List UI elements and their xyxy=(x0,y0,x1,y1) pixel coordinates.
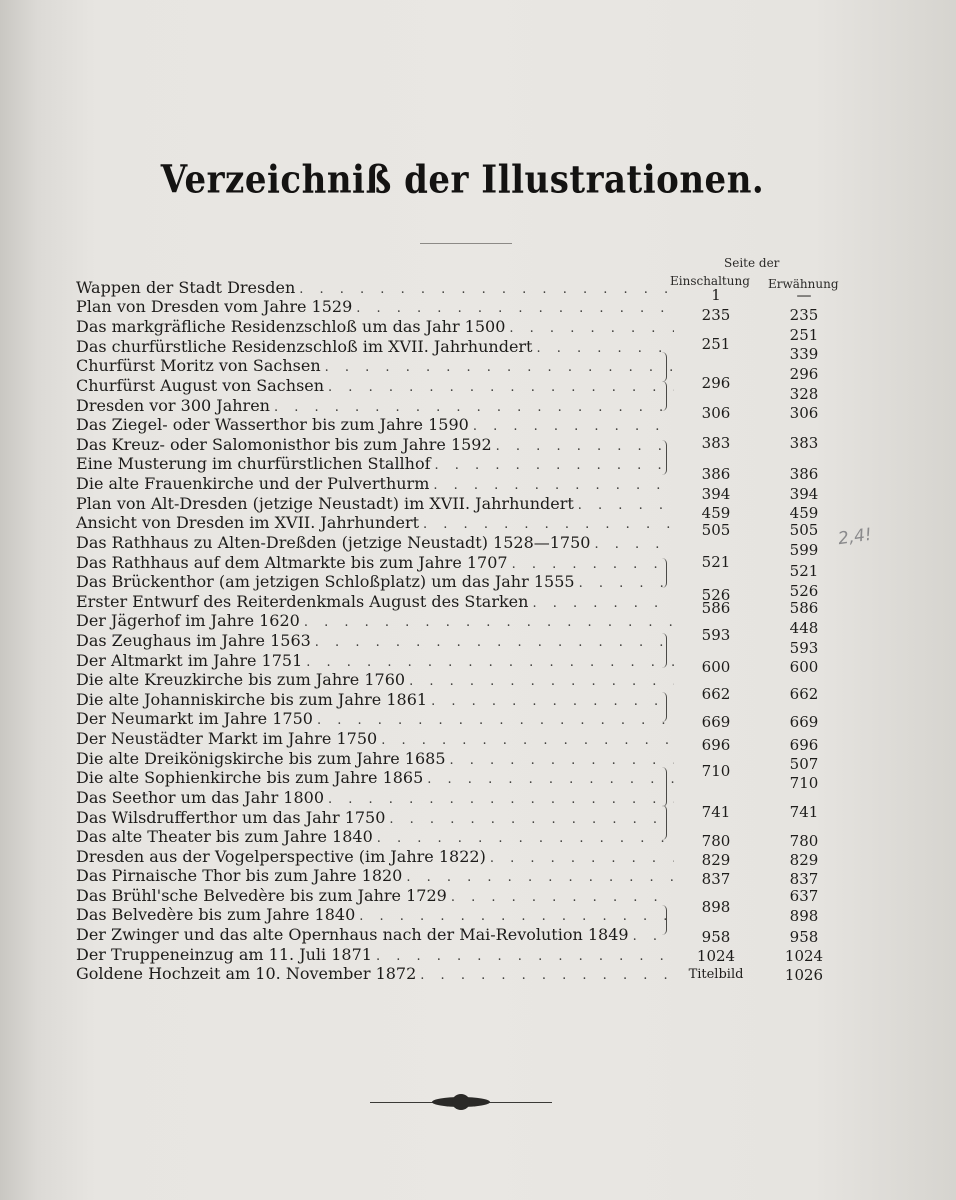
brace-mark xyxy=(660,805,667,840)
brace-mark xyxy=(660,440,667,475)
dot-leader xyxy=(377,829,674,849)
list-item xyxy=(76,415,674,435)
page-erwaehnung: 586 xyxy=(789,599,819,617)
dot-leader xyxy=(420,966,674,986)
list-item xyxy=(76,533,674,553)
page-erwaehnung: 505 xyxy=(789,521,819,539)
list-item xyxy=(76,925,674,945)
entry-title: Der Altmarkt im Jahre 1751 xyxy=(76,651,303,670)
list-item xyxy=(76,788,674,808)
page-erwaehnung: 386 xyxy=(789,465,819,483)
page-einschaltung: 1 xyxy=(711,286,721,304)
page-einschaltung: 593 xyxy=(701,626,731,644)
dot-leader xyxy=(325,358,674,378)
page-einschaltung: 600 xyxy=(701,658,731,676)
entry-title: Ansicht von Dresden im XVII. Jahrhundert xyxy=(76,513,420,532)
page-einschaltung: 696 xyxy=(701,736,731,754)
page-erwaehnung: 1024 xyxy=(784,947,824,965)
entry-title: Plan von Alt-Dresden (jetzige Neustadt) im XVII. Jahrhundert xyxy=(76,494,574,513)
page-einschaltung: 837 xyxy=(701,870,731,888)
entry-title: Churfürst Moritz von Sachsen xyxy=(76,356,321,375)
list-item xyxy=(76,847,674,867)
dot-leader xyxy=(433,476,674,496)
page-einschaltung: 306 xyxy=(701,404,731,422)
page-erwaehnung: 526 xyxy=(789,582,819,600)
page-einschaltung: 710 xyxy=(701,762,731,780)
brace-mark xyxy=(660,692,667,722)
dot-leader xyxy=(594,535,674,555)
entry-title: Goldene Hochzeit am 10. November 1872 xyxy=(76,964,417,983)
dot-leader xyxy=(356,299,674,319)
brace-mark xyxy=(660,381,667,411)
page-einschaltung: Titelbild xyxy=(688,967,744,982)
entry-title: Das Belvedère bis zum Jahre 1840 xyxy=(76,905,356,924)
page-einschaltung: 383 xyxy=(701,434,731,452)
list-item xyxy=(76,592,674,612)
page-einschaltung: 662 xyxy=(701,685,731,703)
page-erwaehnung: 898 xyxy=(789,907,819,925)
page-einschaltung: 1024 xyxy=(696,947,736,965)
dot-leader xyxy=(328,790,674,810)
dot-leader xyxy=(315,633,674,653)
page-erwaehnung: 837 xyxy=(789,870,819,888)
entry-title: Die alte Johanniskirche bis zum Jahre 1861 xyxy=(76,690,428,709)
entry-title: Der Truppeneinzug am 11. Juli 1871 xyxy=(76,945,372,964)
page-erwaehnung: 958 xyxy=(789,928,819,946)
page-erwaehnung: 696 xyxy=(789,736,819,754)
entry-title: Das markgräfliche Residenzschloß um das Jahr 1500 xyxy=(76,317,506,336)
brace-mark xyxy=(660,558,667,588)
entry-title: Die alte Dreikönigskirche bis zum Jahre 1685 xyxy=(76,749,446,768)
entry-title: Das Kreuz- oder Salomonisthor bis zum Jahre 1592 xyxy=(76,435,492,454)
page-erwaehnung: 296 xyxy=(789,365,819,383)
page-einschaltung: 958 xyxy=(701,928,731,946)
page-erwaehnung: 235 xyxy=(789,306,819,324)
page-erwaehnung: 599 xyxy=(789,541,819,559)
page-einschaltung: 521 xyxy=(701,553,731,571)
list-item xyxy=(76,690,674,710)
page-erwaehnung: 394 xyxy=(789,485,819,503)
entry-title: Erster Entwurf des Reiterdenkmals August des Starken xyxy=(76,592,529,611)
page-einschaltung: 526 xyxy=(701,586,731,604)
dot-leader xyxy=(381,731,674,751)
entry-title: Das Rathhaus zu Alten-Dreßden (jetzige Neustadt) 1528—1750 xyxy=(76,533,591,552)
dot-leader xyxy=(317,711,674,731)
page-erwaehnung: 662 xyxy=(789,685,819,703)
header-seite-der: Seite der xyxy=(724,256,780,270)
page-einschaltung: 829 xyxy=(701,851,731,869)
entry-title: Das churfürstliche Residenzschloß im XVII. Jahrhundert xyxy=(76,337,533,356)
list-item xyxy=(76,435,674,455)
page-einschaltung: 898 xyxy=(701,898,731,916)
end-ornament xyxy=(370,1096,552,1110)
dot-leader xyxy=(473,417,674,437)
list-item xyxy=(76,297,674,317)
dot-leader xyxy=(304,613,674,633)
dot-leader xyxy=(359,907,674,927)
list-item xyxy=(76,474,674,494)
page-erwaehnung: 593 xyxy=(789,639,819,657)
list-item xyxy=(76,749,674,769)
entry-title: Die alte Kreuzkirche bis zum Jahre 1760 xyxy=(76,670,406,689)
page-einschaltung: 505 xyxy=(701,521,731,539)
list-item xyxy=(76,651,674,671)
entry-title: Das Ziegel- oder Wasserthor bis zum Jahre 1590 xyxy=(76,415,469,434)
page-erwaehnung: 306 xyxy=(789,404,819,422)
brace-mark xyxy=(660,767,667,807)
list-item xyxy=(76,317,674,337)
list-item xyxy=(76,356,674,376)
dot-leader xyxy=(633,927,674,947)
dot-leader xyxy=(509,319,674,339)
list-item xyxy=(76,278,674,298)
page-erwaehnung: — xyxy=(796,286,812,304)
header-erwaehnung: Erwähnung xyxy=(768,277,839,291)
list-item xyxy=(76,513,674,533)
list-item xyxy=(76,494,674,514)
list-item xyxy=(76,670,674,690)
page-erwaehnung: 741 xyxy=(789,803,819,821)
entry-title: Das Pirnaische Thor bis zum Jahre 1820 xyxy=(76,866,403,885)
entry-title: Dresden aus der Vogelperspective (im Jahre 1822) xyxy=(76,847,486,866)
dot-leader xyxy=(423,515,674,535)
page-erwaehnung: 328 xyxy=(789,385,819,403)
page-erwaehnung: 669 xyxy=(789,713,819,731)
dot-leader xyxy=(328,378,674,398)
list-item xyxy=(76,611,674,631)
entry-title: Die alte Sophienkirche bis zum Jahre 1865 xyxy=(76,768,424,787)
list-item xyxy=(76,631,674,651)
list-item xyxy=(76,808,674,828)
list-item xyxy=(76,827,674,847)
title-rule xyxy=(420,243,512,244)
page-erwaehnung: 710 xyxy=(789,774,819,792)
page-erwaehnung: 829 xyxy=(789,851,819,869)
dot-leader xyxy=(409,672,674,692)
list-item xyxy=(76,866,674,886)
page-erwaehnung: 448 xyxy=(789,619,819,637)
list-item xyxy=(76,337,674,357)
list-item xyxy=(76,886,674,906)
pencil-annotation: 2,4! xyxy=(836,524,874,550)
page-einschaltung: 586 xyxy=(701,599,731,617)
dot-leader xyxy=(435,456,674,476)
entry-title: Das Brühl'sche Belvedère bis zum Jahre 1729 xyxy=(76,886,447,905)
list-item xyxy=(76,376,674,396)
page-erwaehnung: 251 xyxy=(789,326,819,344)
entry-title: Der Zwinger und das alte Opernhaus nach der Mai-Revolution 1849 xyxy=(76,925,629,944)
page-einschaltung: 741 xyxy=(701,803,731,821)
entry-title: Die alte Frauenkirche und der Pulverthurm xyxy=(76,474,430,493)
page-erwaehnung: 507 xyxy=(789,755,819,773)
entry-title: Das Wilsdrufferthor um das Jahr 1750 xyxy=(76,808,386,827)
entry-title: Das Brückenthor (am jetzigen Schloßplatz) um das Jahr 1555 xyxy=(76,572,575,591)
entry-title: Das Zeughaus im Jahre 1563 xyxy=(76,631,311,650)
dot-leader xyxy=(427,770,674,790)
entry-title: Churfürst August von Sachsen xyxy=(76,376,325,395)
page-title: Verzeichniß der Illustrationen. xyxy=(160,157,765,203)
list-item xyxy=(76,572,674,592)
dot-leader xyxy=(406,868,674,888)
page-einschaltung: 780 xyxy=(701,832,731,850)
page-einschaltung: 459 xyxy=(701,504,731,522)
entry-title: Plan von Dresden vom Jahre 1529 xyxy=(76,297,353,316)
page-erwaehnung: 383 xyxy=(789,434,819,452)
list-item xyxy=(76,709,674,729)
entry-title: Der Jägerhof im Jahre 1620 xyxy=(76,611,300,630)
header-einschaltung: Einschaltung xyxy=(670,274,750,288)
entry-title: Das Seethor um das Jahr 1800 xyxy=(76,788,325,807)
list-item xyxy=(76,553,674,573)
entry-title: Der Neustädter Markt im Jahre 1750 xyxy=(76,729,378,748)
entry-title: Das Rathhaus auf dem Altmarkte bis zum Jahre 1707 xyxy=(76,553,508,572)
brace-mark xyxy=(660,905,667,935)
brace-mark xyxy=(660,352,667,382)
page-einschaltung: 296 xyxy=(701,374,731,392)
entry-title: Dresden vor 300 Jahren xyxy=(76,396,270,415)
page-erwaehnung: 780 xyxy=(789,832,819,850)
page-erwaehnung: 1026 xyxy=(784,966,824,984)
entry-title: Wappen der Stadt Dresden xyxy=(76,278,296,297)
entry-title: Der Neumarkt im Jahre 1750 xyxy=(76,709,313,728)
list-item xyxy=(76,905,674,925)
page-erwaehnung: 339 xyxy=(789,345,819,363)
list-item xyxy=(76,964,674,984)
page-erwaehnung: 637 xyxy=(789,887,819,905)
list-item xyxy=(76,945,674,965)
list-item xyxy=(76,729,674,749)
list-item xyxy=(76,768,674,788)
page-erwaehnung: 521 xyxy=(789,562,819,580)
page-erwaehnung: 459 xyxy=(789,504,819,522)
page-erwaehnung: 600 xyxy=(789,658,819,676)
entry-title: Das alte Theater bis zum Jahre 1840 xyxy=(76,827,373,846)
page-einschaltung: 235 xyxy=(701,306,731,324)
page-einschaltung: 251 xyxy=(701,335,731,353)
entry-title: Eine Musterung im churfürstlichen Stallhof xyxy=(76,454,431,473)
page-einschaltung: 669 xyxy=(701,713,731,731)
list-item xyxy=(76,454,674,474)
page-einschaltung: 394 xyxy=(701,485,731,503)
page-einschaltung: 386 xyxy=(701,465,731,483)
list-item xyxy=(76,396,674,416)
brace-mark xyxy=(660,633,667,668)
